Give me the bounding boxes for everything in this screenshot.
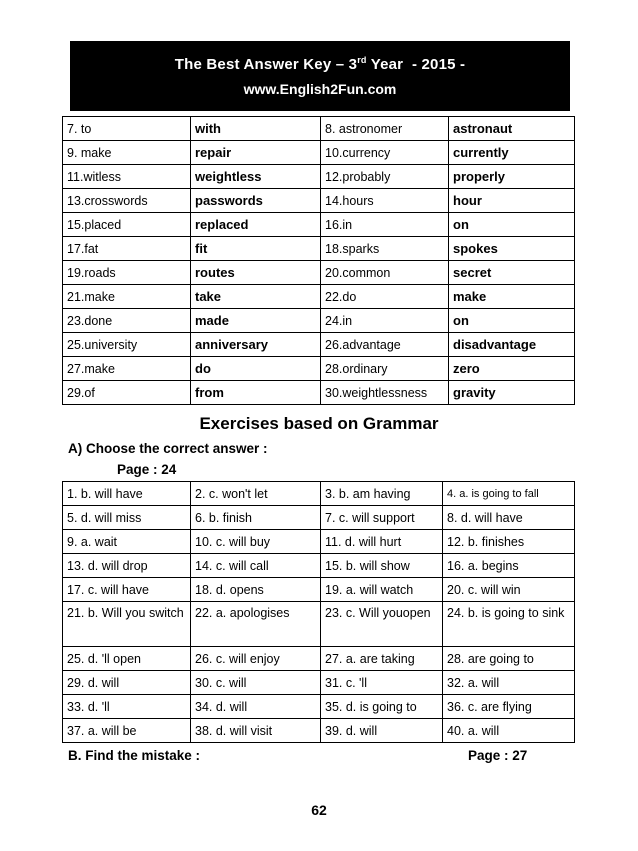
question-cell: 25.university <box>63 333 191 357</box>
answer-cell: take <box>191 285 321 309</box>
answer-cell: from <box>191 381 321 405</box>
grammar-answer-cell: 16. a. begins <box>443 554 575 578</box>
table-row <box>63 213 575 237</box>
table-row <box>63 578 575 602</box>
table-row <box>63 141 575 165</box>
grammar-answer-cell: 39. d. will <box>321 719 443 743</box>
grammar-answer-cell: 11. d. will hurt <box>321 530 443 554</box>
question-cell: 16.in <box>321 213 449 237</box>
question-cell: 29.of <box>63 381 191 405</box>
question-cell: 12.probably <box>321 165 449 189</box>
answer-cell: anniversary <box>191 333 321 357</box>
question-cell: 18.sparks <box>321 237 449 261</box>
question-cell: 23.done <box>63 309 191 333</box>
table-row <box>63 671 575 695</box>
answer-cell: spokes <box>449 237 575 261</box>
answer-cell: properly <box>449 165 575 189</box>
question-cell: 22.do <box>321 285 449 309</box>
answer-cell: fit <box>191 237 321 261</box>
answer-cell: do <box>191 357 321 381</box>
header-website: www.English2Fun.com <box>243 81 397 97</box>
grammar-answer-cell: 21. b. Will you switch <box>63 602 191 647</box>
question-cell: 9. make <box>63 141 191 165</box>
table-row <box>63 285 575 309</box>
question-cell: 30.weightlessness <box>321 381 449 405</box>
grammar-answer-cell: 7. c. will support <box>321 506 443 530</box>
answer-cell: secret <box>449 261 575 285</box>
grammar-answer-cell: 32. a. will <box>443 671 575 695</box>
answer-cell: disadvantage <box>449 333 575 357</box>
grammar-answer-cell: 24. b. is going to sink <box>443 602 575 647</box>
answer-cell: on <box>449 309 575 333</box>
vocabulary-answer-table <box>62 116 575 405</box>
grammar-answer-cell: 28. are going to <box>443 647 575 671</box>
grammar-answer-cell: 35. d. is going to <box>321 695 443 719</box>
answer-cell: currently <box>449 141 575 165</box>
grammar-answer-cell: 14. c. will call <box>191 554 321 578</box>
answer-cell: made <box>191 309 321 333</box>
grammar-answer-cell: 20. c. will win <box>443 578 575 602</box>
grammar-answer-cell: 4. a. is going to fall <box>443 482 575 506</box>
question-cell: 8. astronomer <box>321 117 449 141</box>
grammar-answer-cell: 40. a. will <box>443 719 575 743</box>
table-row <box>63 647 575 671</box>
grammar-answer-cell: 17. c. will have <box>63 578 191 602</box>
answer-cell: astronaut <box>449 117 575 141</box>
section-b-page: Page : 27 <box>468 748 528 763</box>
grammar-answer-cell: 31. c. 'll <box>321 671 443 695</box>
answer-cell: routes <box>191 261 321 285</box>
grammar-answer-cell: 38. d. will visit <box>191 719 321 743</box>
question-cell: 14.hours <box>321 189 449 213</box>
grammar-answer-cell: 1. b. will have <box>63 482 191 506</box>
grammar-answer-cell: 12. b. finishes <box>443 530 575 554</box>
answer-cell: hour <box>449 189 575 213</box>
grammar-answer-cell: 22. a. apologises <box>191 602 321 647</box>
question-cell: 17.fat <box>63 237 191 261</box>
answer-cell: repair <box>191 141 321 165</box>
question-cell: 15.placed <box>63 213 191 237</box>
grammar-answer-cell: 30. c. will <box>191 671 321 695</box>
page-number: 62 <box>311 802 327 818</box>
table-row <box>63 357 575 381</box>
table-row <box>63 602 575 647</box>
answer-cell: on <box>449 213 575 237</box>
grammar-answer-cell: 37. a. will be <box>63 719 191 743</box>
section-a-page: Page : 24 <box>117 462 177 477</box>
grammar-answer-cell: 2. c. won't let <box>191 482 321 506</box>
grammar-answer-cell: 23. c. Will youopen <box>321 602 443 647</box>
question-cell: 28.ordinary <box>321 357 449 381</box>
answer-cell: with <box>191 117 321 141</box>
grammar-answer-cell: 9. a. wait <box>63 530 191 554</box>
title-superscript: rd <box>357 55 367 65</box>
grammar-answer-cell: 5. d. will miss <box>63 506 191 530</box>
grammar-answer-cell: 34. d. will <box>191 695 321 719</box>
grammar-answer-table <box>62 481 575 743</box>
answer-cell: weightless <box>191 165 321 189</box>
question-cell: 26.advantage <box>321 333 449 357</box>
table-row <box>63 695 575 719</box>
table-row <box>63 381 575 405</box>
table-row <box>63 189 575 213</box>
table-row <box>63 530 575 554</box>
table-row <box>63 333 575 357</box>
answer-cell: passwords <box>191 189 321 213</box>
question-cell: 20.common <box>321 261 449 285</box>
table-row <box>63 237 575 261</box>
grammar-answer-cell: 18. d. opens <box>191 578 321 602</box>
table-row <box>63 261 575 285</box>
section-b-title: B. Find the mistake : <box>68 748 201 763</box>
answer-cell: make <box>449 285 575 309</box>
question-cell: 19.roads <box>63 261 191 285</box>
answer-cell: replaced <box>191 213 321 237</box>
question-cell: 7. to <box>63 117 191 141</box>
table-row <box>63 719 575 743</box>
grammar-answer-cell: 29. d. will <box>63 671 191 695</box>
header-banner <box>70 41 570 111</box>
title-main: The Best Answer Key – 3 <box>174 56 358 73</box>
grammar-answer-cell: 8. d. will have <box>443 506 575 530</box>
grammar-answer-cell: 27. a. are taking <box>321 647 443 671</box>
grammar-answer-cell: 15. b. will show <box>321 554 443 578</box>
table-row <box>63 506 575 530</box>
section-a-title: A) Choose the correct answer : <box>68 441 268 456</box>
answer-cell: gravity <box>449 381 575 405</box>
grammar-answer-cell: 3. b. am having <box>321 482 443 506</box>
grammar-answer-cell: 26. c. will enjoy <box>191 647 321 671</box>
question-cell: 21.make <box>63 285 191 309</box>
title-tail: Year - 2015 - <box>366 56 466 73</box>
table-row <box>63 309 575 333</box>
grammar-answer-cell: 10. c. will buy <box>191 530 321 554</box>
question-cell: 13.crosswords <box>63 189 191 213</box>
grammar-answer-cell: 13. d. will drop <box>63 554 191 578</box>
grammar-answer-cell: 36. c. are flying <box>443 695 575 719</box>
question-cell: 27.make <box>63 357 191 381</box>
answer-cell: zero <box>449 357 575 381</box>
question-cell: 11.witless <box>63 165 191 189</box>
grammar-answer-cell: 6. b. finish <box>191 506 321 530</box>
exercises-heading: Exercises based on Grammar <box>199 414 439 433</box>
grammar-answer-cell: 25. d. 'll open <box>63 647 191 671</box>
table-row <box>63 117 575 141</box>
question-cell: 10.currency <box>321 141 449 165</box>
grammar-answer-cell: 33. d. 'll <box>63 695 191 719</box>
table-row <box>63 482 575 506</box>
table-row <box>63 165 575 189</box>
header-title <box>70 55 570 73</box>
grammar-answer-cell: 19. a. will watch <box>321 578 443 602</box>
question-cell: 24.in <box>321 309 449 333</box>
table-row <box>63 554 575 578</box>
